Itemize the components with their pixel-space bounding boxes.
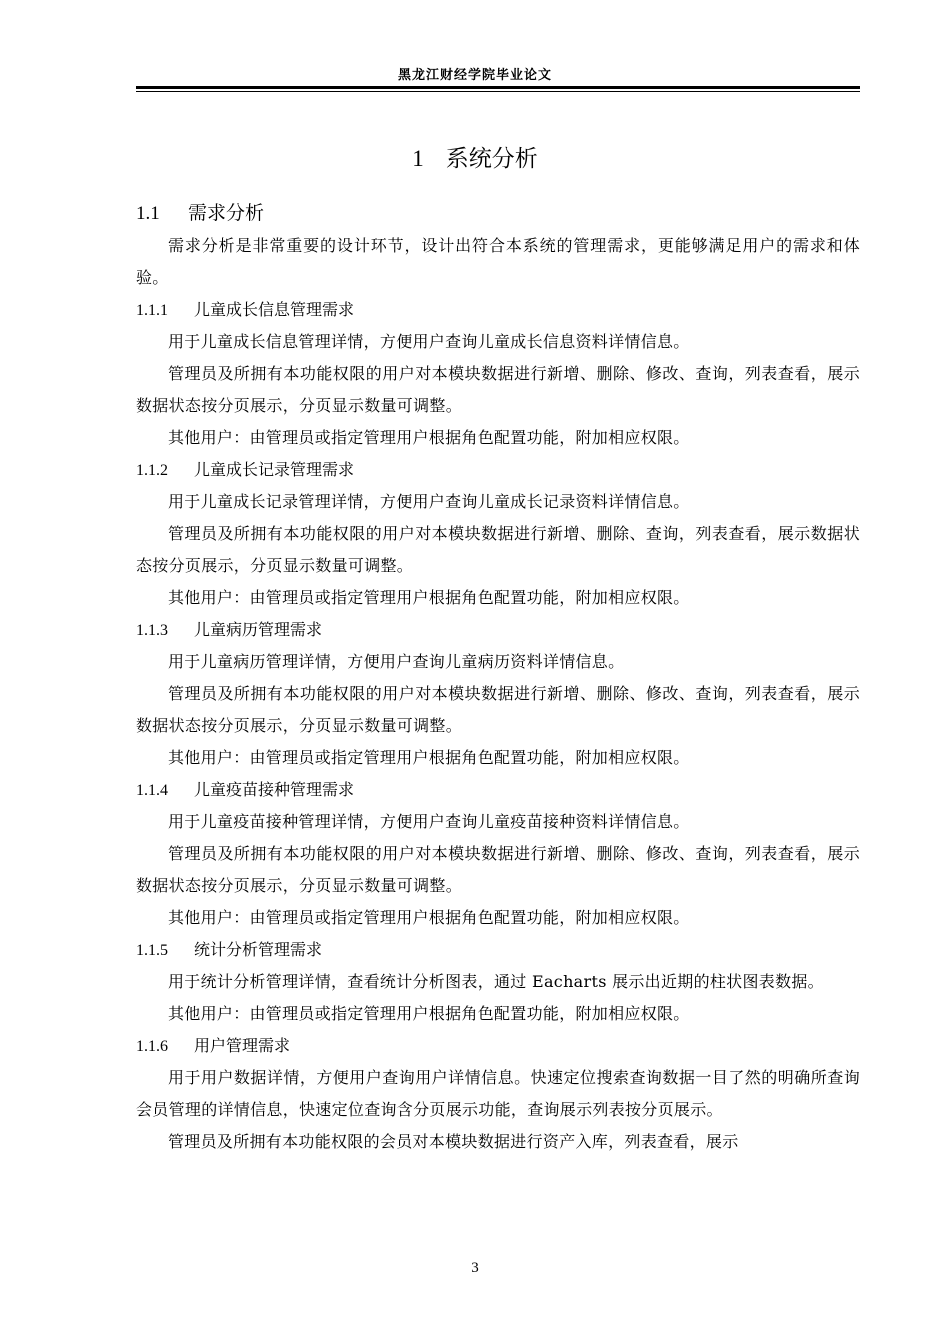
subsection-title: 统计分析管理需求 [194,940,323,959]
subsection-number: 1.1.1 [136,302,168,319]
subsection-title: 儿童疫苗接种管理需求 [194,780,355,799]
running-header: 黑龙江财经学院毕业论文 [397,68,552,83]
paragraph: 管理员及所拥有本功能权限的用户对本模块数据进行新增、删除、查询，列表查看，展示数据状态按分页展示，分页显示数量可调整。 [136,524,860,575]
paragraph: 其他用户：由管理员或指定管理用户根据角色配置功能，附加相应权限。 [168,588,690,607]
subsection-title: 儿童病历管理需求 [194,620,323,639]
header-rule-thin [136,91,860,92]
paragraph: 管理员及所拥有本功能权限的用户对本模块数据进行新增、删除、修改、查询，列表查看，展示数据状态按分页展示，分页显示数量可调整。 [136,364,860,415]
paragraph: 用于儿童成长记录管理详情，方便用户查询儿童成长记录资料详情信息。 [168,492,690,511]
subsection-heading [136,934,860,966]
section-heading [136,196,860,230]
paragraph: 用于统计分析管理详情，查看统计分析图表，通过 Eacharts 展示出近期的柱状图表数据。 [168,972,824,991]
subsection-title: 用户管理需求 [194,1036,291,1055]
section-title: 需求分析 [188,202,265,224]
page-number: 3 [471,1260,479,1276]
chapter-heading [0,140,950,173]
paragraph: 其他用户：由管理员或指定管理用户根据角色配置功能，附加相应权限。 [168,908,690,927]
paragraph: 其他用户：由管理员或指定管理用户根据角色配置功能，附加相应权限。 [168,428,690,447]
intro-paragraph: 需求分析是非常重要的设计环节，设计出符合本系统的管理需求，更能够满足用户的需求和体验。 [136,236,860,287]
paragraph: 其他用户：由管理员或指定管理用户根据角色配置功能，附加相应权限。 [168,748,690,767]
paragraph: 用于用户数据详情，方便用户查询用户详情信息。快速定位搜索查询数据一目了然的明确所查询会员管理的详情信息，快速定位查询含分页展示功能，查询展示列表按分页展示。 [136,1068,860,1119]
page-body [136,196,860,1158]
section-number: 1.1 [136,203,160,224]
subsection-title: 儿童成长信息管理需求 [194,300,355,319]
subsection-heading [136,774,860,806]
subsection-number: 1.1.3 [136,622,168,639]
paragraph: 用于儿童成长信息管理详情，方便用户查询儿童成长信息资料详情信息。 [168,332,690,351]
header-rule-thick [136,86,860,89]
subsection-title: 儿童成长记录管理需求 [194,460,355,479]
subsection-heading [136,294,860,326]
paragraph: 管理员及所拥有本功能权限的用户对本模块数据进行新增、删除、修改、查询，列表查看，展示数据状态按分页展示，分页显示数量可调整。 [136,844,860,895]
paragraph: 用于儿童病历管理详情，方便用户查询儿童病历资料详情信息。 [168,652,625,671]
subsection-heading [136,1030,860,1062]
subsection-heading [136,454,860,486]
subsection-number: 1.1.6 [136,1038,168,1055]
paragraph: 其他用户：由管理员或指定管理用户根据角色配置功能，附加相应权限。 [168,1004,690,1023]
paragraph: 管理员及所拥有本功能权限的用户对本模块数据进行新增、删除、修改、查询，列表查看，展示数据状态按分页展示，分页显示数量可调整。 [136,684,860,735]
subsection-heading [136,614,860,646]
paragraph: 用于儿童疫苗接种管理详情，方便用户查询儿童疫苗接种资料详情信息。 [168,812,690,831]
chapter-number: 1 [412,146,424,171]
subsection-number: 1.1.5 [136,942,168,959]
chapter-title: 系统分析 [445,146,538,172]
subsection-number: 1.1.2 [136,462,168,479]
subsection-number: 1.1.4 [136,782,168,799]
paragraph: 管理员及所拥有本功能权限的会员对本模块数据进行资产入库，列表查看，展示 [168,1132,739,1151]
